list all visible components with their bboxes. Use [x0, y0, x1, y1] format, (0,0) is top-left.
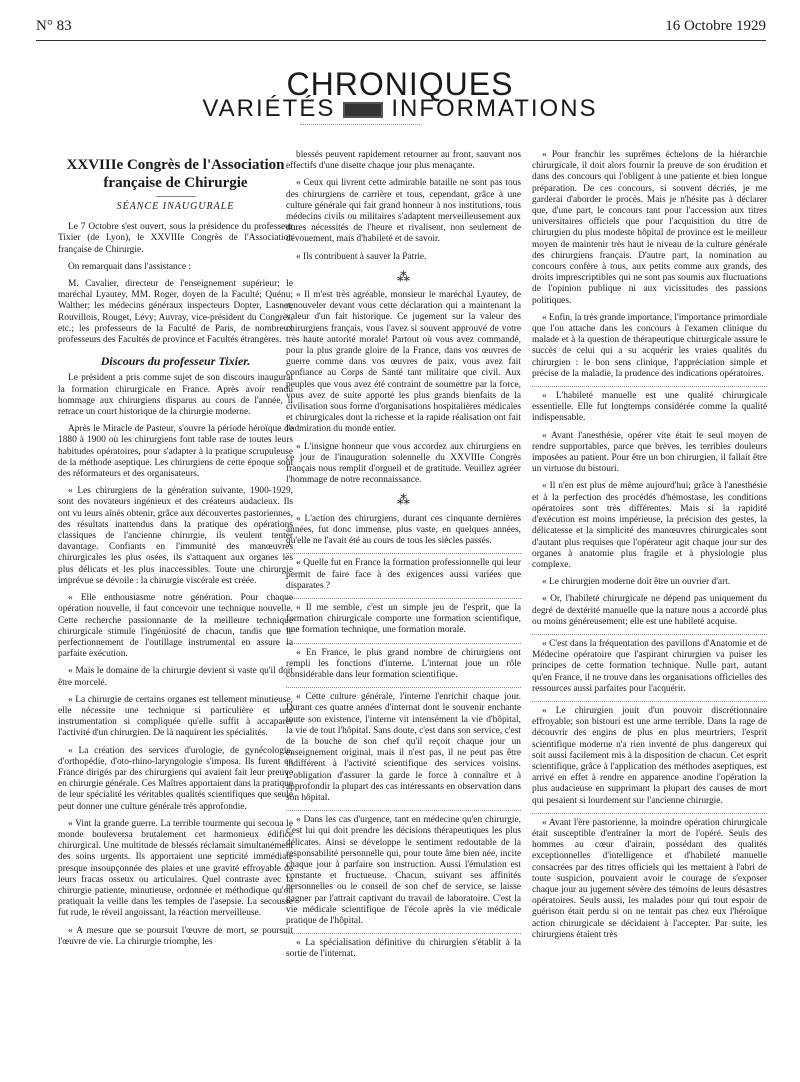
article-subtitle: SÉANCE INAUGURALE — [116, 201, 235, 212]
paragraph: « Il m'est très agréable, monsieur le maréchal Lyautey, de renouveler devant vous cette déclaration qui a maintenant la valeur d'un fait historique. Ce jugement sur la valeur des chirurgiens français, vous l'avez si souvent approuvé de votre très haute autorité morale! Partout où vous avez commandé, pour la plus grande gloire de la France, dans vos œuvres de guerre comme dans vos œuvres de paix, vous avez fait confiance au Corps de Santé tant militaire que civil. Aux peuples que vous avez été contraint de soumettre par la force, vous avez de suite apporté les plus grands bienfaits de la civilisation sous forme d'organisations hospitalières médicales et chirurgicales dont la richesse et la rapide réalisation ont fait l'admiration du monde entier. — [286, 290, 521, 435]
masthead-right: INFORMATIONS — [391, 95, 598, 122]
paragraph: blessés peuvent rapidement retourner au front, sauvant nos effectifs d'une disette chaque jour plus menaçante. — [286, 150, 521, 172]
paragraph: « Or, l'habileté chirurgicale ne dépend pas uniquement du degré de dextérité manuelle que la nature nous a accordé plus ou moins généreusement; elle est une habileté acquise. — [532, 594, 767, 627]
section-heading: Discours du professeur Tixier. — [100, 354, 251, 369]
paragraph: « La chirurgie de certains organes est tellement minutieuse, elle nécessite une technique si particulière et une instrumentation si compliquée qu'elle suffit à accaparer l'activité d'un chirurgien. De là naquirent les spécialités. — [58, 694, 293, 739]
article-title: XXVIIIe Congrès de l'Association française de Chirurgie — [66, 157, 285, 191]
paragraph: Après le Miracle de Pasteur, s'ouvre la période héroïque de 1880 à 1900 où les chirurgiens font table rase de toutes leurs habitudes opératoires, pour s'adapter à la pratique scrupuleuse de la méthode aseptique. Les chirurgiens de cette époque sont des réformateurs et des organisateurs. — [58, 424, 293, 480]
asterism: ⁂ — [397, 492, 410, 508]
header-rule — [36, 40, 766, 41]
issue-number: N° 83 — [36, 18, 72, 34]
paragraph: « Avant l'ère pastorienne, la moindre opération chirurgicale était susceptible d'entraîner la mort de l'opéré. Seuls des hommes au cœur d'airain, possédant des qualités exceptionnelles d'intelligence et d'habileté manuelle consacrées par des titres officiels qui les mettaient à l'abri de toute suspicion, pouvaient avoir le courage de s'exposer chaque jour au jugement sévère des témoins de leurs désastres opératoires. Seuls aussi, les malades pour qui tout espoir de guérison était perdu si on ne tentait pas chez eux l'héroïque action chirurgicale se décidaient à l'accepter. Par suite, les chirurgiens étaient très — [532, 813, 767, 941]
asterism: ⁂ — [397, 268, 410, 284]
paragraph: « Ceux qui livrent cette admirable bataille ne sont pas tous des chirurgiens de carrière et tous, cependant, grâce à une culture générale qui fait grand honneur à nos institutions, tous médecins civils ou militaires s'adaptent merveilleusement aux dures nécessités de l'heure et rivalisent, non seulement de dévouement, mais d'habileté et de savoir. — [286, 178, 521, 245]
paragraph: « Avant l'anesthésie, opérer vite était le seul moyen de rendre supportables, parce que brèves, les terribles douleurs imposées au patient. Pour être un bon chirurgien, il fallait être un virtuose du bistouri. — [532, 430, 767, 475]
column-3 — [532, 150, 767, 947]
paragraph: « Quelle fut en France la formation professionnelle qui leur permit de faire face à des exigences aussi variées que disparates ? — [286, 553, 521, 592]
masthead-subtitle — [0, 95, 800, 123]
paragraph: « L'insigne honneur que vous accordez aux chirurgiens en ce jour de l'inauguration solennelle du XXVIIIe Congrès français nous remplit d'orgueil et de gratitude. Veuillez agréer l'hommage de notre reconnaissance. — [286, 441, 521, 486]
paragraph: Le président a pris comme sujet de son discours inaugural la formation chirurgicale en France. Après avoir rendu hommage aux chirurgiens disparus au cours de l'année, il retrace un court historique de la chirurgie moderne. — [58, 373, 293, 418]
paragraph: « Enfin, la très grande importance, l'importance primordiale que l'on attache dans les concours à l'examen clinique du malade et à la question de thérapeutique chirurgicale assure le succès de celui qui a su acquérir les vraies qualités du chirurgien : le bon sens clinique, l'appréciation simple et précise de la maladie, la prudence des indications opératoires. — [532, 312, 767, 379]
ornament-icon — [343, 102, 383, 118]
paragraph: « En France, le plus grand nombre de chirurgiens ont rempli les fonctions d'interne. L'internat joue un rôle considérable dans leur formation scientifique. — [286, 643, 521, 682]
paragraph: « A mesure que se poursuit l'œuvre de mort, se poursuit l'œuvre de vie. La chirurgie triomphe, les — [58, 925, 293, 947]
paragraph: « Il me semble, c'est un simple jeu de l'esprit, que la formation chirurgicale comporte une formation scientifique, une formation technique, une formation morale. — [286, 598, 521, 637]
column-1 — [58, 150, 293, 954]
paragraph: « Pour franchir les suprêmes échelons de la hiérarchie chirurgicale, il doit alors fournir la preuve de son érudition et dans des concours qui l'obligent à une patiente et bien longue préparation. De ces concours, si souvent décriés, je me garderai d'aborder le procès. Mais je n'hésite pas à déclarer que, d'une part, le concours tant pour l'accession aux titres universitaires officiels que pour l'acquisition du titre de chirurgien du plus modeste hôpital de province est le meilleur moyen de maintenir très haut le niveau de la culture générale des chirurgiens français. D'autre part, la nomination au concours confère à tous, aux petits comme aux grands, des droits imprescriptibles qui ne sont pas soumis aux fluctuations de l'opinion publique ni aux vicissitudes des passions politiques. — [532, 150, 767, 306]
paragraph: « L'action des chirurgiens, durant ces cinquante dernières années, fut donc immense, plus vaste, en quelques années, qu'elle ne l'avait été au cours de tous les siècles passés. — [286, 513, 521, 547]
paragraph: « Cette culture générale, l'interne l'enrichit chaque jour. Durant ces quatre années d'internat dont le souvenir enchante toute son existence, l'interne vit intensément la vie d'hôpital, la vie de tout l'hôpital. Sans doute, c'est dans son service, c'est de la bouche de son chef qu'il reçoit chaque jour un enseignement original, mais il n'est pas, il ne peut pas être indifférent à l'activité scientifique des services voisins. L'obligation d'assurer la garde le force à connaître et à approfondir la plupart des cas intéressants en observation dans son hôpital. — [286, 687, 521, 804]
paragraph: M. Cavalier, directeur de l'enseignement supérieur; le maréchal Lyautey, MM. Roger, doyen de la Faculté; Quénu; Walther; les médecins généraux inspecteurs Dopter, Lasnet, Rouvillois, Rouget, Lévy; Auvray, vice-président du Congrès, etc.; les professeurs de la Faculté de Paris, de nombreux professeurs des Facultés de province et Facultés étrangères. — [58, 279, 293, 346]
paragraph: « Ils contribuent à sauver la Patrie. — [296, 251, 427, 262]
issue-date: 16 Octobre 1929 — [665, 18, 766, 34]
column-2 — [286, 150, 521, 967]
paragraph: « Elle enthousiasme notre génération. Pour chaque opération nouvelle, il faut concevoir une technique nouvelle. Cette recherche passionnante de la meilleure technique chirurgicale stimule l'ingéniosité de chacun, tandis que le perfectionnement de l'outillage instrumental en assure la parfaite exécution. — [58, 593, 293, 660]
paragraph: « Le chirurgien moderne doit être un ouvrier d'art. — [542, 577, 731, 588]
paragraph: « Le chirurgien jouit d'un pouvoir discrétionnaire effroyable; son bistouri est une arme terrible. Dans la rage de découvrir des engins de plus en plus meurtriers, l'esprit scientifique moderne n'a rien inventé de plus dangereux qui soit aussi facilement mis à la disposition de chacun. Cet esprit scientifique, grâce à l'application des méthodes aseptiques, est arrivé en effet à rendre en apparence anodine l'opération la plus audacieuse en supprimant la plupart des causes de mort qui pesaient si lourdement sur l'ancienne chirurgie. — [532, 701, 767, 807]
paragraph: Le 7 Octobre s'est ouvert, sous la présidence du professeur Tixier (de Lyon), le XXVIIIe Congrès de l'Association française de Chirurgie. — [58, 222, 293, 255]
paragraph: « La spécialisation définitive du chirurgien s'établit à la sortie de l'internat. — [286, 933, 521, 960]
paragraph: « L'habileté manuelle est une qualité chirurgicale essentielle. Elle fut longtemps considérée comme la qualité indispensable. — [532, 386, 767, 425]
masthead-left: VARIÉTÉS — [202, 95, 336, 122]
paragraph: On remarquait dans l'assistance : — [68, 261, 192, 272]
paragraph: « Mais le domaine de la chirurgie devient si vaste qu'il doit être morcelé. — [58, 666, 293, 688]
paragraph: « Vint la grande guerre. La terrible tourmente qui secoua le monde bouleversa brutalement cet harmonieux édifice chirurgical. Une multitude de blessés réclamait simultanément des soins urgents. Ils apportaient une septicité immédiate presque insoupçonnée des plaies et une gravité effroyable de leurs fracas osseux ou articulaires. Quel contraste avec la chirurgie patiente, minutieuse, ordonnée et méthodique qu'on pratiquait la veille dans les temples de l'asepsie. La secousse fut rude, le réveil angoissant, la réaction merveilleuse. — [58, 818, 293, 919]
paragraph: « La création des services d'urologie, de gynécologie, d'orthopédie, d'oto-rhino-laryngologie s'imposa. Ils furent en France dirigés par des chirurgiens qui avaient fait leur preuve en chirurgie générale. Ces Maîtres apportaient dans la pratique de leur spécialité les véritables qualités scientifiques que seule peut donner une culture générale très approfondie. — [58, 745, 293, 812]
divider — [156, 196, 196, 197]
paragraph: « Dans les cas d'urgence, tant en médecine qu'en chirurgie, c'est lui qui doit prendre les décisions thérapeutiques les plus délicates. Ainsi se développe le sentiment redoutable de la responsabilité personnelle qui, pour toute âme bien née, incite chaque jour à parfaire son instruction. Aussi l'émulation est constante et fructueuse. Chacun, suivant ses affinités personnelles ou le conseil de son chef de service, se laisse gagner par l'attrait captivant du travail de laboratoire. C'est la vie médicale scientifique de l'école après la vie médicale pratique de l'hôpital. — [286, 810, 521, 927]
paragraph: « Il n'en est plus de même aujourd'hui; grâce à l'anesthésie et à la perfection des procédés d'hémostase, les conditions opératoires sont très différentes. Mais si la rapidité d'exécution est moins impérieuse, la précision des gestes, la délicatesse et la simplicité des manœuvres chirurgicales sont d'autant plus requises que l'opérateur agit chaque jour sur des organes à anatomie plus fragile et à physiologie plus complexe. — [532, 481, 767, 570]
paragraph: « C'est dans la fréquentation des pavillons d'Anatomie et de Médecine opératoire que l'aspirant chirurgien va puiser les principes de cette formation technique. Nulle part, autant qu'en France, il ne trouve dans les organisations officielles des ressources aussi parfaites pour l'acquérir. — [532, 634, 767, 695]
masthead-title: CHRONIQUES — [286, 66, 514, 102]
masthead-underline — [300, 124, 420, 125]
paragraph: « Les chirurgiens de la génération suivante, 1900-1929, sont des novateurs ingénieux et des créateurs audacieux. Ils ont vu leurs aînés obtenir, grâce aux découvertes pastoriennes, des résultats inattendus dans la pratique des opérations classiques de l'ancienne chirurgie, ils veulent tenter davantage. Confiants en l'immunité des manœuvres chirurgicales les plus osées, ils s'attaquent aux organes les plus délicats et les plus inaccessibles. Toute une chirurgie imprévue se dévoile : la chirurgie viscérale est créée. — [58, 486, 293, 586]
